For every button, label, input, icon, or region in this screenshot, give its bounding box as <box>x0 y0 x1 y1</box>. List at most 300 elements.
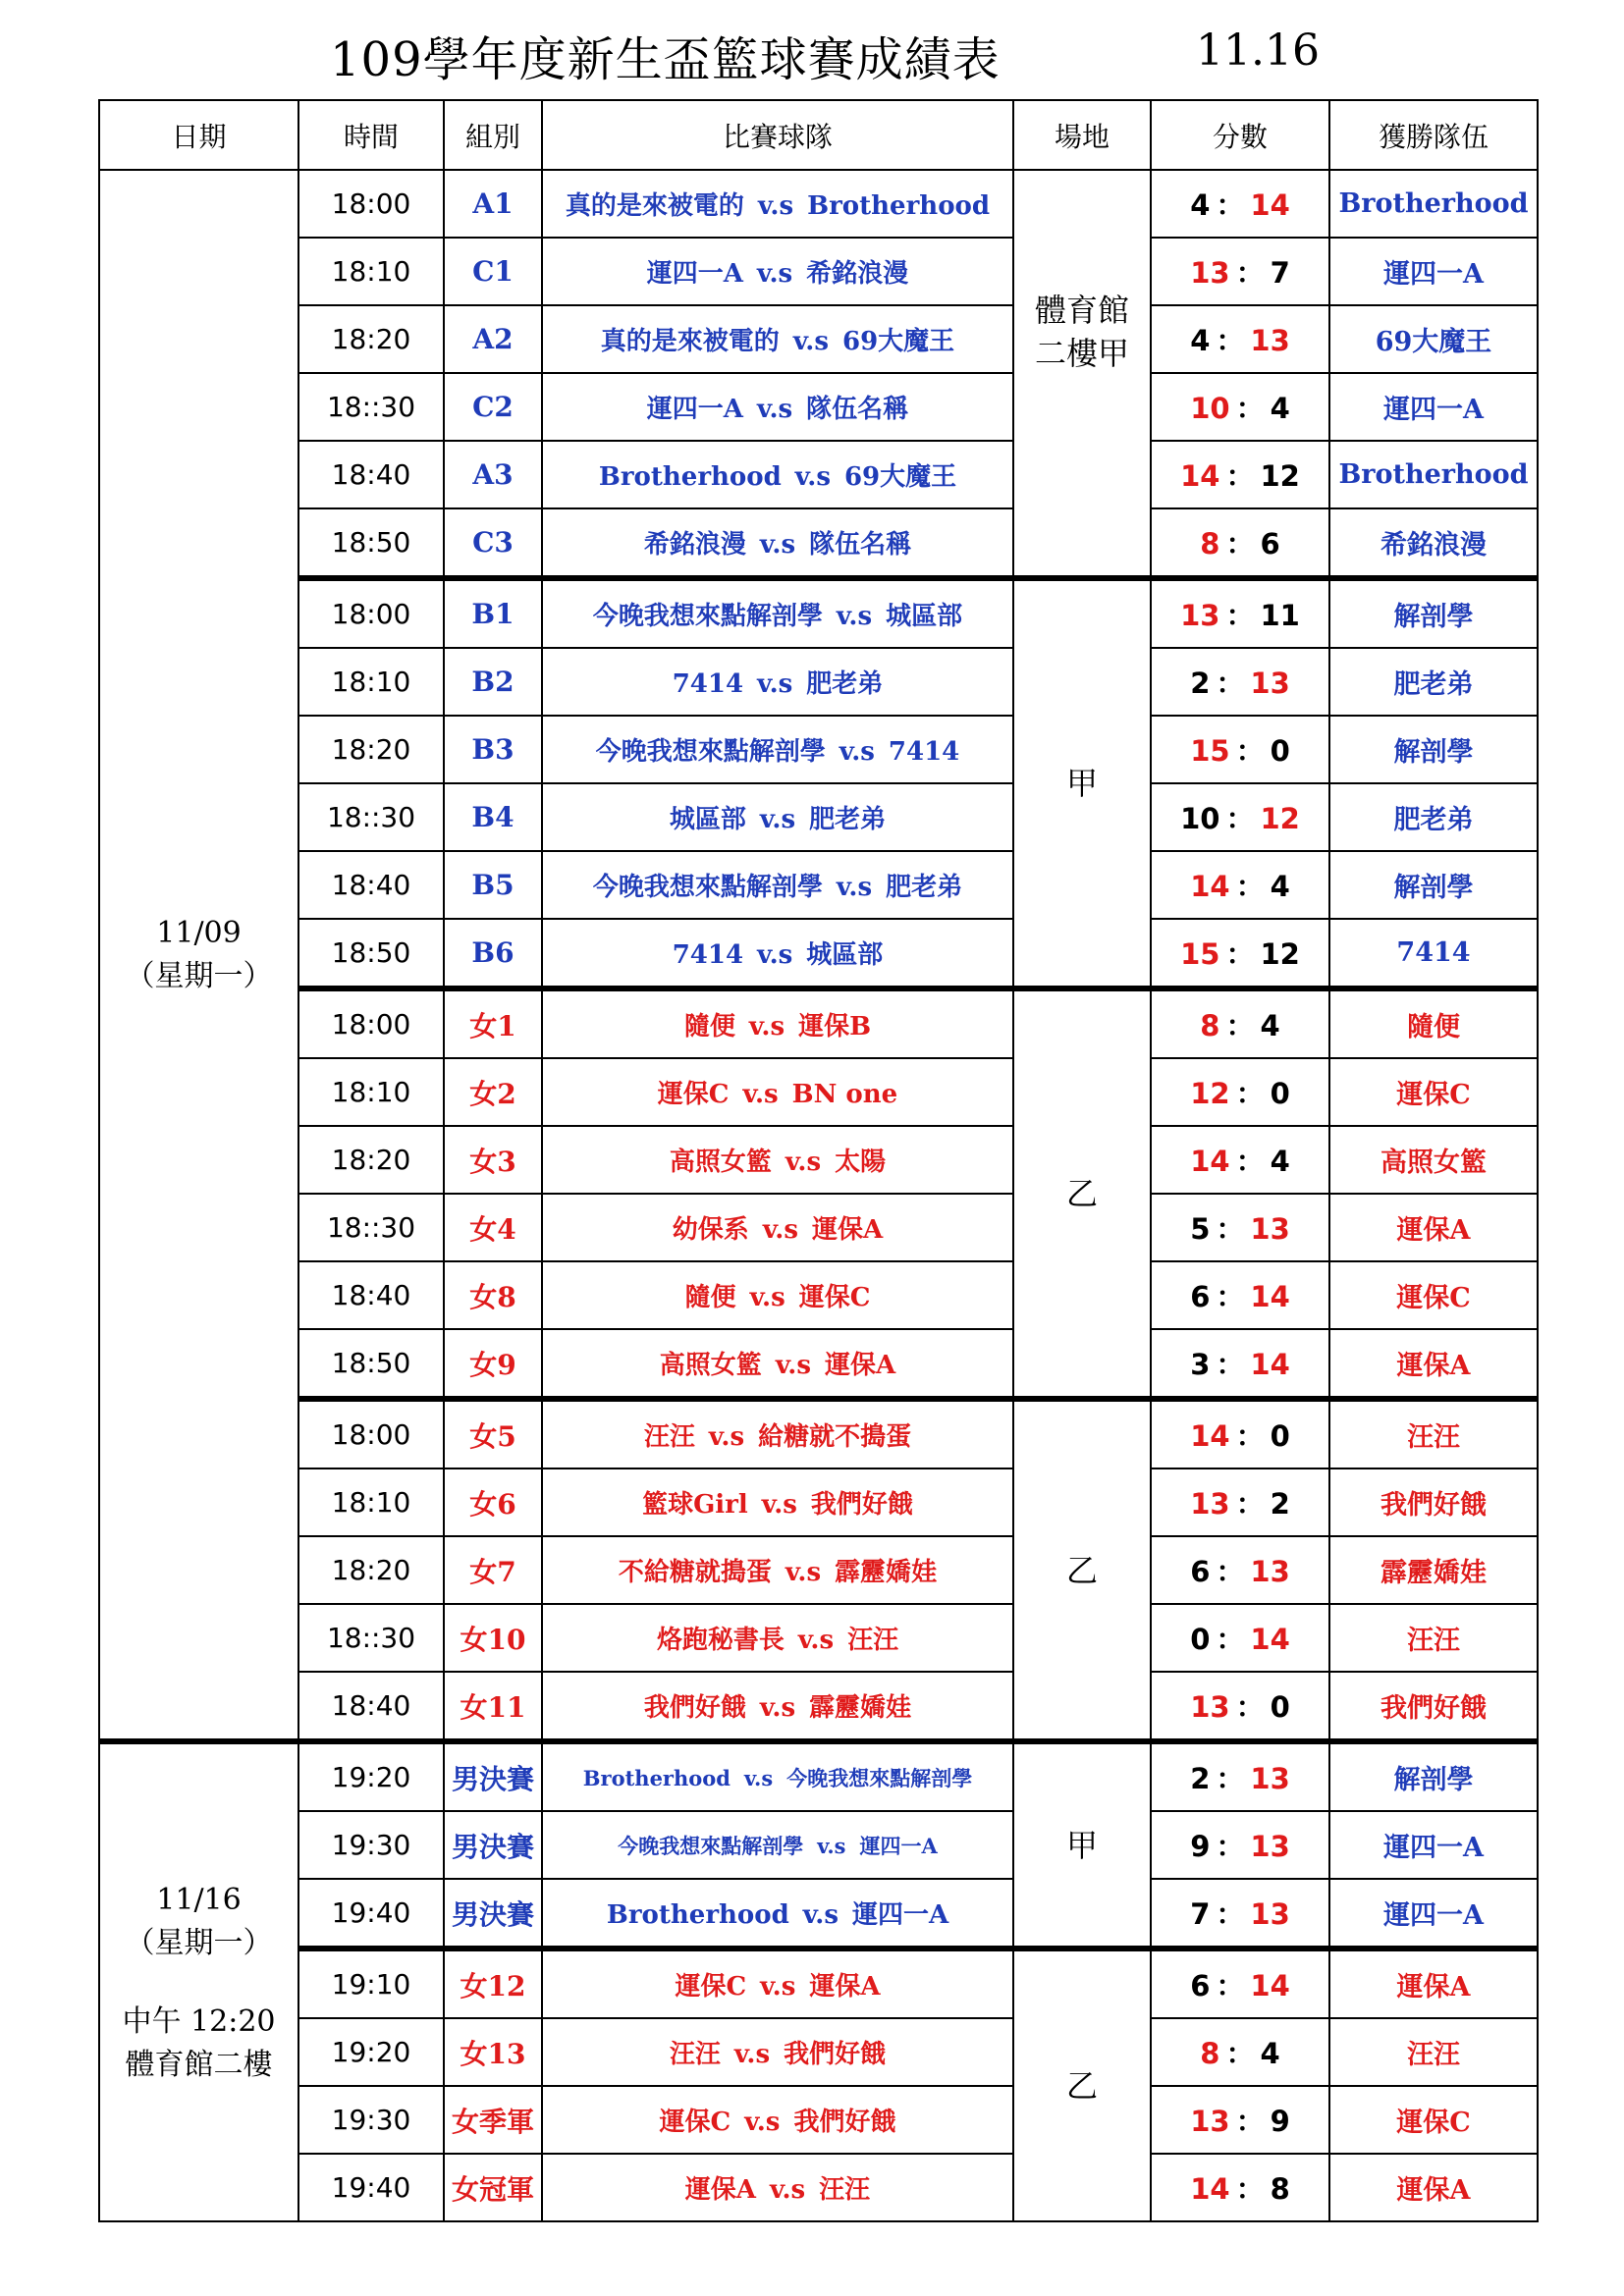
table-row <box>99 2154 1538 2221</box>
team-home: 我們好餓 <box>643 1693 746 1723</box>
team-home: 今晚我想來點解剖學 <box>618 1833 804 1858</box>
team-away: 霹靂嬌娃 <box>835 1558 938 1587</box>
team-away: 運保A <box>809 1972 881 2002</box>
winner-cell: 運保A <box>1329 1194 1538 1261</box>
winner-cell: 運保A <box>1329 1949 1538 2018</box>
winner-cell: 高照女籃 <box>1329 1126 1538 1194</box>
team-home: 今晚我想來點解剖學 <box>592 602 823 631</box>
score-away: 4 <box>1260 2037 1280 2070</box>
score-cell <box>1151 2154 1329 2221</box>
date-time-note: 中午 12:20 <box>122 2003 276 2039</box>
team-away: 霹靂嬌娃 <box>809 1693 912 1723</box>
group-cell: B5 <box>444 851 542 919</box>
teams-cell <box>542 170 1013 238</box>
group-cell: 女7 <box>444 1536 542 1604</box>
score-cell <box>1151 1741 1329 1811</box>
winner-cell: 運四一A <box>1329 1811 1538 1879</box>
score-home: 7 <box>1190 1897 1211 1931</box>
team-away: 太陽 <box>835 1148 887 1177</box>
winner-cell: 運保C <box>1329 2086 1538 2154</box>
score-cell <box>1151 783 1329 851</box>
versus-label: v.s <box>759 1693 796 1723</box>
score-away: 0 <box>1270 1419 1290 1453</box>
venue-cell: 乙 <box>1013 1399 1151 1741</box>
score-separator: ： <box>1225 802 1255 835</box>
winner-cell: 運四一A <box>1329 1879 1538 1949</box>
team-away: 運四一A <box>851 1900 949 1930</box>
time-cell: 18:20 <box>298 1536 444 1604</box>
versus-label: v.s <box>759 805 796 834</box>
versus-label: v.s <box>769 2175 806 2205</box>
team-home: 今晚我想來點解剖學 <box>595 737 826 767</box>
time-cell: 18:20 <box>298 716 444 783</box>
page-title: 109學年度新生盃籃球賽成績表 <box>330 32 1001 87</box>
teams-cell <box>542 2018 1013 2086</box>
teams-cell <box>542 2086 1013 2154</box>
score-separator: ： <box>1225 2037 1255 2070</box>
table-row <box>99 1399 1538 1468</box>
score-separator: ： <box>1216 1555 1245 1588</box>
winner-cell: 希銘浪漫 <box>1329 508 1538 578</box>
score-away: 13 <box>1250 1212 1290 1246</box>
team-home: 隨便 <box>683 1012 735 1041</box>
team-home: 幼保系 <box>672 1215 749 1245</box>
score-home: 2 <box>1190 1762 1211 1795</box>
time-cell: 19:40 <box>298 2154 444 2221</box>
venue-cell: 甲 <box>1013 1741 1151 1949</box>
winner-cell: 解剖學 <box>1329 716 1538 783</box>
score-cell <box>1151 1536 1329 1604</box>
team-away: 運保A <box>812 1215 884 1245</box>
table-row <box>99 1672 1538 1741</box>
time-cell: 18::30 <box>298 783 444 851</box>
time-cell: 19:10 <box>298 1949 444 2018</box>
score-home: 13 <box>1190 1690 1230 1724</box>
versus-label: v.s <box>797 1626 835 1655</box>
title-date: 11.16 <box>1196 26 1320 76</box>
score-separator: ： <box>1235 1487 1265 1521</box>
time-cell: 18:00 <box>298 1399 444 1468</box>
time-cell: 18:40 <box>298 441 444 508</box>
team-away: 運保C <box>798 1283 871 1312</box>
group-cell: 女10 <box>444 1604 542 1672</box>
team-home: 不給糖就搗蛋 <box>618 1558 772 1587</box>
score-separator: ： <box>1216 1623 1245 1656</box>
score-cell <box>1151 2086 1329 2154</box>
table-row <box>99 1126 1538 1194</box>
time-cell: 18::30 <box>298 1194 444 1261</box>
winner-cell: 肥老弟 <box>1329 783 1538 851</box>
teams-cell <box>542 441 1013 508</box>
venue-cell: 乙 <box>1013 988 1151 1399</box>
winner-cell: 7414 <box>1329 919 1538 988</box>
score-home: 13 <box>1190 2105 1230 2138</box>
score-home: 8 <box>1200 1009 1220 1042</box>
score-home: 10 <box>1190 392 1230 425</box>
score-separator: ： <box>1216 1348 1245 1381</box>
team-away: 運四一A <box>859 1833 938 1858</box>
header-venue: 場地 <box>1013 100 1151 170</box>
score-home: 13 <box>1190 256 1230 290</box>
teams-cell <box>542 1261 1013 1329</box>
winner-cell: 肥老弟 <box>1329 648 1538 716</box>
venue-cell: 乙 <box>1013 1949 1151 2221</box>
time-cell: 18:10 <box>298 238 444 305</box>
time-cell: 18:50 <box>298 1329 444 1399</box>
score-cell <box>1151 238 1329 305</box>
group-cell: B6 <box>444 919 542 988</box>
team-home: 籃球Girl <box>642 1490 748 1520</box>
winner-cell: 隨便 <box>1329 988 1538 1058</box>
score-cell <box>1151 373 1329 441</box>
score-home: 14 <box>1190 1145 1230 1178</box>
score-separator: ： <box>1235 1077 1265 1110</box>
time-cell: 18:00 <box>298 578 444 648</box>
score-cell <box>1151 1194 1329 1261</box>
teams-cell <box>542 1058 1013 1126</box>
score-home: 15 <box>1180 937 1220 971</box>
team-away: 城區部 <box>806 940 884 970</box>
team-home: 運四一A <box>646 259 743 289</box>
team-away: 我們好餓 <box>784 2040 887 2069</box>
header-group: 組別 <box>444 100 542 170</box>
teams-cell <box>542 578 1013 648</box>
score-home: 14 <box>1190 2172 1230 2206</box>
score-cell <box>1151 1329 1329 1399</box>
score-separator: ： <box>1216 324 1245 357</box>
score-cell <box>1151 170 1329 238</box>
score-away: 13 <box>1250 324 1290 357</box>
team-away: 城區部 <box>886 602 963 631</box>
score-separator: ： <box>1216 1762 1245 1795</box>
group-cell: A3 <box>444 441 542 508</box>
teams-cell <box>542 508 1013 578</box>
group-cell: 男決賽 <box>444 1879 542 1949</box>
team-home: Brotherhood <box>606 1900 789 1930</box>
score-home: 6 <box>1190 1555 1211 1588</box>
teams-cell <box>542 783 1013 851</box>
score-home: 13 <box>1180 599 1220 632</box>
team-home: 真的是來被電的 <box>600 327 780 356</box>
score-away: 13 <box>1250 1830 1290 1863</box>
time-cell: 19:20 <box>298 1741 444 1811</box>
team-away: 肥老弟 <box>886 873 963 902</box>
header-date: 日期 <box>99 100 298 170</box>
versus-label: v.s <box>794 462 831 492</box>
versus-label: v.s <box>760 1972 796 2002</box>
time-cell: 18::30 <box>298 1604 444 1672</box>
table-row <box>99 305 1538 373</box>
score-away: 14 <box>1250 188 1290 222</box>
team-home: 希銘浪漫 <box>643 530 746 560</box>
score-cell <box>1151 1058 1329 1126</box>
team-away: 運保A <box>825 1351 896 1380</box>
team-away: Brotherhood <box>807 191 991 221</box>
score-cell <box>1151 441 1329 508</box>
time-cell: 18:40 <box>298 851 444 919</box>
score-away: 14 <box>1250 1623 1290 1656</box>
score-separator: ： <box>1216 1280 1245 1313</box>
score-cell <box>1151 1672 1329 1741</box>
score-separator: ： <box>1235 1419 1265 1453</box>
winner-cell: 運四一A <box>1329 373 1538 441</box>
score-separator: ： <box>1225 459 1255 493</box>
time-cell: 18:20 <box>298 1126 444 1194</box>
group-cell: A2 <box>444 305 542 373</box>
score-separator: ： <box>1235 392 1265 425</box>
score-away: 13 <box>1250 1897 1290 1931</box>
score-home: 6 <box>1190 1969 1211 2002</box>
winner-cell: 運保A <box>1329 2154 1538 2221</box>
winner-cell: 汪汪 <box>1329 2018 1538 2086</box>
group-cell: 女2 <box>444 1058 542 1126</box>
winner-cell: Brotherhood <box>1329 170 1538 238</box>
score-separator: ： <box>1235 256 1265 290</box>
time-cell: 18::30 <box>298 373 444 441</box>
winner-cell: 解剖學 <box>1329 851 1538 919</box>
score-cell <box>1151 1879 1329 1949</box>
group-cell: 男決賽 <box>444 1811 542 1879</box>
time-cell: 18:50 <box>298 919 444 988</box>
score-cell <box>1151 578 1329 648</box>
group-cell: 女11 <box>444 1672 542 1741</box>
title-bar <box>0 22 1624 90</box>
time-cell: 18:20 <box>298 305 444 373</box>
group-cell: 女季軍 <box>444 2086 542 2154</box>
date-weekday: （星期一） <box>125 958 273 993</box>
score-home: 3 <box>1190 1348 1211 1381</box>
winner-cell: Brotherhood <box>1329 441 1538 508</box>
score-home: 14 <box>1190 1419 1230 1453</box>
versus-label: v.s <box>836 873 873 902</box>
versus-label: v.s <box>785 1558 822 1587</box>
teams-cell <box>542 1604 1013 1672</box>
score-away: 4 <box>1270 870 1290 903</box>
table-row <box>99 1536 1538 1604</box>
score-cell <box>1151 2018 1329 2086</box>
date-cell <box>99 170 298 1741</box>
header-teams: 比賽球隊 <box>542 100 1013 170</box>
table-row <box>99 648 1538 716</box>
group-cell: A1 <box>444 170 542 238</box>
group-cell: C1 <box>444 238 542 305</box>
table-row <box>99 783 1538 851</box>
winner-cell: 汪汪 <box>1329 1604 1538 1672</box>
winner-cell: 運保A <box>1329 1329 1538 1399</box>
score-away: 14 <box>1250 1969 1290 2002</box>
score-separator: ： <box>1235 870 1265 903</box>
group-cell: 女3 <box>444 1126 542 1194</box>
versus-label: v.s <box>757 191 794 221</box>
score-home: 13 <box>1190 1487 1230 1521</box>
score-away: 0 <box>1270 734 1290 768</box>
score-away: 12 <box>1260 802 1300 835</box>
table-row <box>99 1468 1538 1536</box>
team-away: 我們好餓 <box>793 2108 896 2137</box>
team-home: 運四一A <box>646 395 743 424</box>
teams-cell <box>542 851 1013 919</box>
date-label: 11/16 <box>156 1882 242 1917</box>
score-cell <box>1151 1468 1329 1536</box>
score-separator: ： <box>1225 937 1255 971</box>
time-cell: 18:40 <box>298 1261 444 1329</box>
score-away: 4 <box>1270 392 1290 425</box>
team-away: 汪汪 <box>847 1626 899 1655</box>
date-weekday: （星期一） <box>125 1925 273 1960</box>
versus-label: v.s <box>759 530 796 560</box>
teams-cell <box>542 238 1013 305</box>
score-away: 9 <box>1270 2105 1290 2138</box>
score-cell <box>1151 1949 1329 2018</box>
header-winner: 獲勝隊伍 <box>1329 100 1538 170</box>
score-home: 8 <box>1200 527 1220 561</box>
team-home: 隨便 <box>684 1283 736 1312</box>
versus-label: v.s <box>743 1765 774 1790</box>
score-separator: ： <box>1216 188 1245 222</box>
team-away: 運保B <box>798 1012 872 1041</box>
group-cell: 女4 <box>444 1194 542 1261</box>
score-separator: ： <box>1225 1009 1255 1042</box>
table-row <box>99 1329 1538 1399</box>
versus-label: v.s <box>839 737 875 767</box>
score-cell <box>1151 1126 1329 1194</box>
score-separator: ： <box>1235 2172 1265 2206</box>
score-cell <box>1151 1261 1329 1329</box>
team-away: 汪汪 <box>819 2175 871 2205</box>
group-cell: 女1 <box>444 988 542 1058</box>
header-score: 分數 <box>1151 100 1329 170</box>
table-row <box>99 1811 1538 1879</box>
team-away: 希銘浪漫 <box>806 259 909 289</box>
team-home: 汪汪 <box>669 2040 721 2069</box>
score-separator: ： <box>1216 1969 1245 2002</box>
teams-cell <box>542 919 1013 988</box>
team-home: 高照女籃 <box>669 1148 772 1177</box>
time-cell: 19:20 <box>298 2018 444 2086</box>
table-row <box>99 716 1538 783</box>
team-home: 烙跑秘書長 <box>656 1626 785 1655</box>
score-cell <box>1151 1811 1329 1879</box>
score-away: 11 <box>1260 599 1300 632</box>
score-home: 0 <box>1190 1623 1211 1656</box>
score-cell <box>1151 508 1329 578</box>
winner-cell: 我們好餓 <box>1329 1672 1538 1741</box>
winner-cell: 69大魔王 <box>1329 305 1538 373</box>
table-row <box>99 1949 1538 2018</box>
score-home: 14 <box>1180 459 1220 493</box>
teams-cell <box>542 1811 1013 1879</box>
team-away: 69大魔王 <box>843 462 957 492</box>
score-away: 2 <box>1270 1487 1290 1521</box>
teams-cell <box>542 2154 1013 2221</box>
versus-label: v.s <box>775 1351 811 1380</box>
score-cell <box>1151 988 1329 1058</box>
table-row <box>99 441 1538 508</box>
teams-cell <box>542 1126 1013 1194</box>
score-cell <box>1151 851 1329 919</box>
score-home: 4 <box>1190 188 1211 222</box>
teams-cell <box>542 716 1013 783</box>
group-cell: 女6 <box>444 1468 542 1536</box>
score-away: 0 <box>1270 1077 1290 1110</box>
teams-cell <box>542 1468 1013 1536</box>
group-cell: B3 <box>444 716 542 783</box>
group-cell: 女9 <box>444 1329 542 1399</box>
versus-label: v.s <box>708 1422 745 1452</box>
teams-cell <box>542 1194 1013 1261</box>
header-time: 時間 <box>298 100 444 170</box>
team-home: 今晚我想來點解剖學 <box>592 873 823 902</box>
table-row <box>99 851 1538 919</box>
score-away: 6 <box>1260 527 1280 561</box>
winner-cell: 運保C <box>1329 1058 1538 1126</box>
team-home: 運保A <box>684 2175 756 2205</box>
versus-label: v.s <box>756 395 793 424</box>
score-away: 12 <box>1260 459 1300 493</box>
time-cell: 18:50 <box>298 508 444 578</box>
score-home: 4 <box>1190 324 1211 357</box>
versus-label: v.s <box>749 1283 785 1312</box>
results-table <box>98 99 1539 2222</box>
score-separator: ： <box>1225 599 1255 632</box>
team-away: 69大魔王 <box>842 327 955 356</box>
team-home: 運保C <box>659 2108 731 2137</box>
winner-cell: 解剖學 <box>1329 1741 1538 1811</box>
score-cell <box>1151 648 1329 716</box>
versus-label: v.s <box>802 1900 839 1930</box>
team-away: 隊伍名稱 <box>809 530 912 560</box>
time-cell: 18:00 <box>298 170 444 238</box>
score-away: 0 <box>1270 1690 1290 1724</box>
versus-label: v.s <box>733 2040 771 2069</box>
group-cell: B1 <box>444 578 542 648</box>
time-cell: 19:30 <box>298 2086 444 2154</box>
score-home: 2 <box>1190 667 1211 700</box>
score-away: 14 <box>1250 1348 1290 1381</box>
team-home: 運保C <box>675 1972 747 2002</box>
team-away: 今晚我想來點解剖學 <box>786 1765 973 1790</box>
score-away: 4 <box>1270 1145 1290 1178</box>
team-home: 汪汪 <box>643 1422 695 1452</box>
time-cell: 18:40 <box>298 1672 444 1741</box>
score-home: 5 <box>1190 1212 1211 1246</box>
time-cell: 18:10 <box>298 1058 444 1126</box>
date-place-note: 體育館二樓 <box>125 2047 273 2082</box>
header-row <box>99 100 1538 170</box>
score-separator: ： <box>1216 667 1245 700</box>
team-home: Brotherhood <box>598 462 782 492</box>
score-away: 13 <box>1250 1762 1290 1795</box>
table-row <box>99 373 1538 441</box>
score-away: 4 <box>1260 1009 1280 1042</box>
table-row <box>99 1058 1538 1126</box>
score-separator: ： <box>1225 527 1255 561</box>
group-cell: B4 <box>444 783 542 851</box>
score-cell <box>1151 1604 1329 1672</box>
venue-cell: 甲 <box>1013 578 1151 988</box>
team-away: 給糖就不搗蛋 <box>758 1422 912 1452</box>
table-row <box>99 2018 1538 2086</box>
team-away: 肥老弟 <box>809 805 887 834</box>
table-row <box>99 508 1538 578</box>
score-separator: ： <box>1235 2105 1265 2138</box>
score-home: 14 <box>1190 870 1230 903</box>
table-row <box>99 170 1538 238</box>
table-row <box>99 1194 1538 1261</box>
team-away: 7414 <box>888 737 960 767</box>
score-away: 8 <box>1270 2172 1290 2206</box>
group-cell: 男決賽 <box>444 1741 542 1811</box>
